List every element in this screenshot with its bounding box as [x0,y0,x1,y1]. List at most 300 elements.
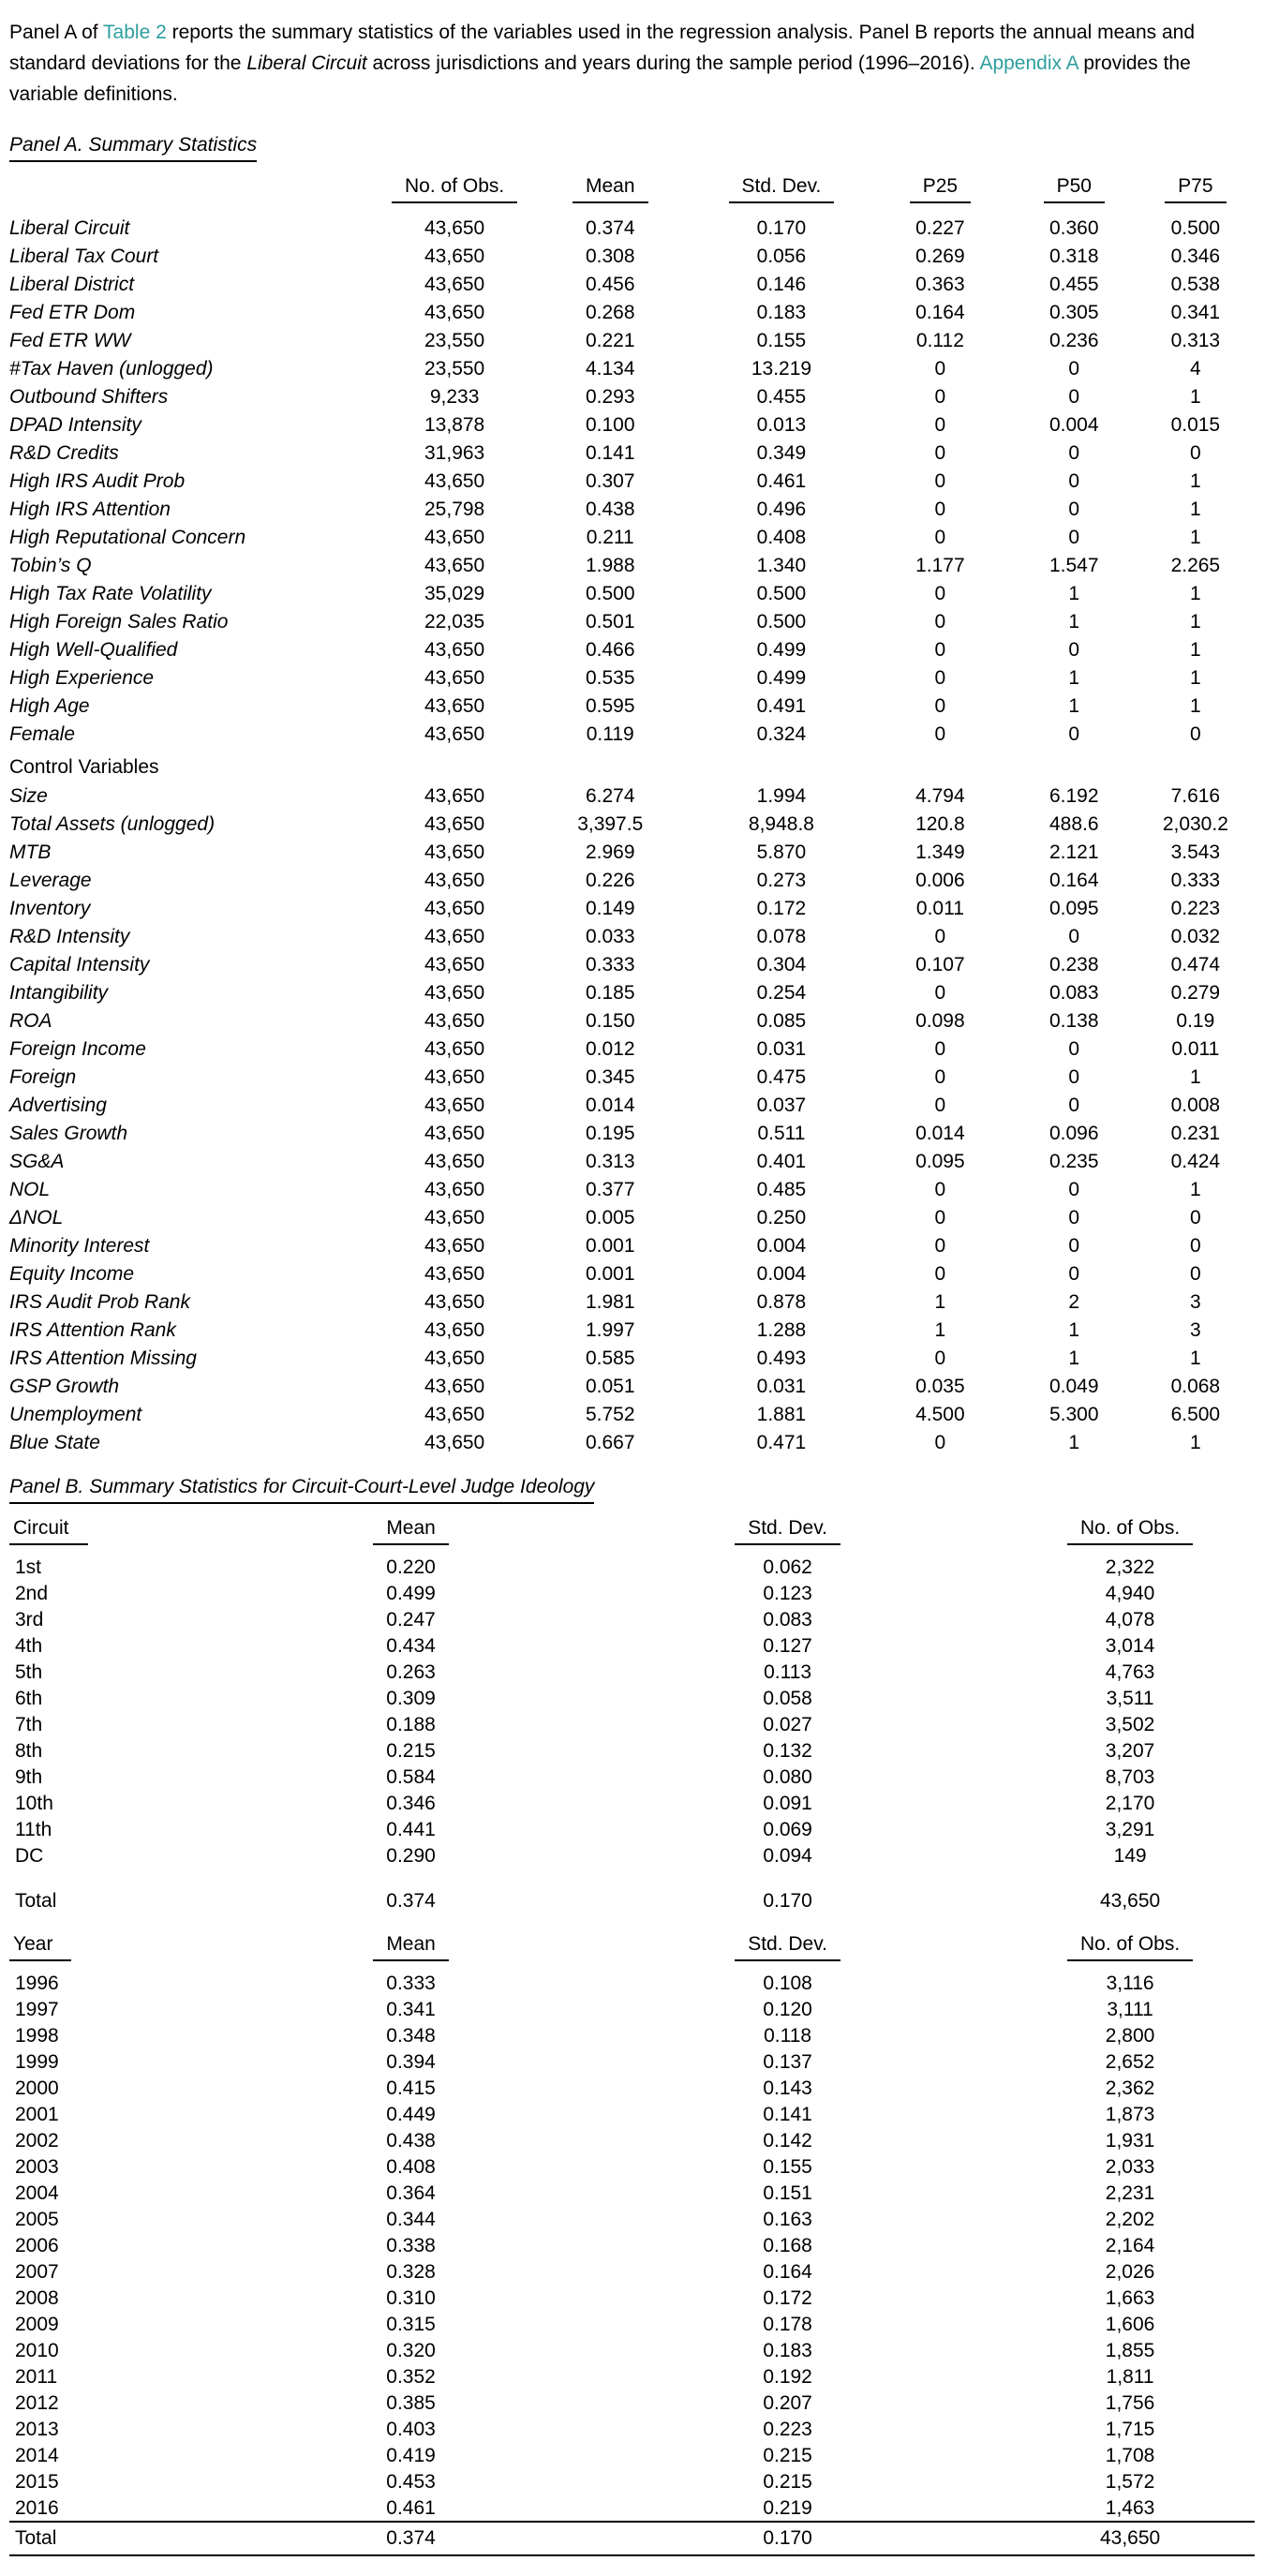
circuit-row [9,1633,1255,1660]
year-row [9,2023,1255,2049]
panel-a-row [9,411,1255,439]
cell: 0.164 [763,2261,812,2283]
cell: 2,026 [1105,2261,1155,2283]
cell: 0.113 [764,1661,812,1683]
cell: 0.315 [386,2314,436,2335]
cell: Equity Income [9,1263,135,1285]
year-row [9,2207,1255,2233]
cell: 8th [15,1740,43,1762]
cell: 0.132 [763,1740,812,1762]
cell: 43,650 [424,723,485,745]
cell: 1996 [15,1973,59,1994]
year-row [9,1971,1255,1997]
cell: 43,650 [424,246,485,267]
cell: 1,708 [1105,2445,1155,2466]
cell: 2000 [15,2077,59,2099]
cell: 0.143 [763,2077,812,2099]
cell: 0.441 [386,1819,436,1840]
panel-a-row [9,439,1255,468]
cell: 0.394 [386,2051,436,2073]
cell: 0.349 [756,442,807,464]
cell: 8,703 [1105,1766,1155,1788]
panel-a-control-row [9,1232,1255,1260]
cell: 1 [1068,1432,1080,1453]
cell: 0 [1068,358,1080,380]
cell: 43,650 [424,1235,485,1257]
cell: 0.500 [585,583,635,604]
panel-a-row [9,271,1255,299]
cell: 0.346 [386,1793,436,1814]
cell: 0.215 [386,1740,436,1762]
cell: 0.100 [585,414,635,436]
cell: 4.134 [585,358,635,380]
header-p25-label: P25 [910,175,971,203]
cell: 1.981 [585,1291,635,1313]
cell: 0.170 [763,1890,812,1912]
cell: 0.138 [1048,1010,1099,1032]
cell: 43,650 [424,695,485,717]
cell: Liberal Tax Court [9,246,159,267]
cell: 0 [934,583,946,604]
panel-a-control-row [9,1176,1255,1204]
cell: 1,756 [1105,2392,1155,2414]
cell: 1 [1190,1179,1201,1200]
cell: 0.227 [915,217,965,239]
cell: 0.107 [915,954,965,975]
cell: IRS Audit Prob Rank [9,1291,190,1313]
cell: 0.188 [386,1714,436,1735]
cell: 0 [934,527,946,548]
cell: 43,650 [424,302,485,323]
cell: 0.348 [386,2025,436,2047]
cell: 0.168 [763,2235,812,2256]
panel-a-control-row [9,867,1255,895]
cell: 2004 [15,2182,59,2204]
cell: 0 [934,667,946,689]
cell: 0.013 [756,414,807,436]
cell: 43,650 [424,555,485,576]
cell: 8,948.8 [748,813,814,835]
cell: 0.499 [386,1583,436,1604]
cell: 0.178 [763,2314,812,2335]
cell: Liberal District [9,274,135,295]
cell: 2009 [15,2314,59,2335]
cell: 1997 [15,1999,59,2020]
cell: 43,650 [424,1263,485,1285]
panel-a-row [9,468,1255,496]
cell: 0.137 [763,2051,812,2073]
cell: 4.500 [915,1404,965,1425]
cell: 0.374 [252,2522,570,2555]
cell: 9th [15,1766,43,1788]
cell: 3,014 [1105,1635,1155,1657]
cell: 1,873 [1105,2104,1155,2125]
cell: 0.172 [763,2287,812,2309]
cell: ROA [9,1010,52,1032]
panel-a-row [9,215,1255,243]
header-year-obs [1005,1928,1255,1971]
header-circuit-obs [1005,1511,1255,1555]
panel-a-control-row [9,951,1255,979]
cell: 0 [1068,723,1080,745]
cell: 0.142 [763,2130,812,2152]
cell: 0 [1068,1094,1080,1116]
cell: 0.220 [386,1556,436,1578]
year-row [9,2443,1255,2469]
cell: 0.333 [386,1973,436,1994]
cell: 0 [1190,1235,1201,1257]
cell: 0.455 [1048,274,1099,295]
cell: 0.164 [1048,870,1099,891]
cell: 0.415 [386,2077,436,2099]
cell: 0.408 [386,2156,436,2178]
cell: 488.6 [1048,813,1099,835]
cell: 1 [1190,527,1201,548]
cell: High Age [9,695,90,717]
cell: 0.155 [756,330,807,351]
cell: 0.112 [915,330,964,351]
cell: 0.035 [915,1376,965,1397]
cell: 0.341 [1170,302,1221,323]
cell: 0 [934,1038,946,1060]
cell: 1,572 [1105,2471,1155,2493]
cell: 0.313 [1170,330,1221,351]
cell: 1,606 [1105,2314,1155,2335]
year-table [9,1928,1255,2556]
cell: 1.177 [915,555,965,576]
cell: 2,322 [1105,1556,1155,1578]
cell: Female [9,723,76,745]
panel-a-control-row [9,1345,1255,1373]
circuit-row [9,1686,1255,1712]
cell: 5.752 [585,1404,635,1425]
cell: 43,650 [424,667,485,689]
cell: 0 [1190,1207,1201,1228]
cell: 0.449 [386,2104,436,2125]
cell: 10th [15,1793,53,1814]
cell: 0.338 [386,2235,436,2256]
cell: 0.005 [585,1207,635,1228]
cell: ΔNOL [9,1207,64,1228]
cell: 0.500 [1170,217,1221,239]
header-circuit-std-dev-label: Std. Dev. [735,1517,840,1545]
cell: 0.183 [763,2340,812,2361]
cell: 0 [934,499,946,520]
panel-a-control-row [9,839,1255,867]
cell: 0.004 [756,1263,807,1285]
panel-a-control-row [9,1064,1255,1092]
cell: 1 [1190,1348,1201,1369]
cell: 3,511 [1106,1688,1154,1709]
caption-text: Panel A of [9,22,104,43]
cell: 0.279 [1170,982,1221,1004]
cell: 0 [934,358,946,380]
cell: 43,650 [424,1319,485,1341]
cell: 0.438 [585,499,635,520]
cell: 0.001 [585,1263,635,1285]
cell: 0.170 [756,217,807,239]
year-row [9,2338,1255,2364]
cell: 0.056 [756,246,807,267]
caption-text: provides the variable definitions. [9,52,1191,105]
panel-a-row [9,636,1255,664]
cell: Outbound Shifters [9,386,169,408]
cell: 0 [1068,499,1080,520]
header-year-label: Year [9,1933,71,1961]
cell: 43,650 [424,1010,485,1032]
cell: 0.471 [756,1432,807,1453]
cell: 0.211 [586,527,634,548]
cell: 2,164 [1105,2235,1155,2256]
cell: 43,650 [424,1207,485,1228]
cell: 1 [1190,667,1201,689]
header-p25 [869,170,1012,215]
cell: 2.265 [1170,555,1221,576]
circuit-row [9,1817,1255,1843]
cell: 0.333 [1170,870,1221,891]
cell: 0.083 [763,1609,812,1630]
year-row [9,2495,1255,2522]
cell: 3,116 [1106,1973,1154,1994]
cell: DPAD Intensity [9,414,141,436]
control-variables-row [9,749,1255,782]
cell: 0.095 [915,1151,965,1172]
cell: 0.346 [1170,246,1221,267]
cell: 1 [1190,583,1201,604]
cell: 1 [1190,639,1201,661]
cell: 0.164 [915,302,965,323]
cell: 0.500 [756,583,807,604]
cell: 0.127 [763,1635,812,1657]
cell: 2 [1068,1291,1080,1313]
cell: 1st [15,1556,42,1578]
header-p75 [1137,170,1255,215]
table-2-link[interactable]: Table 2 [103,22,167,43]
cell: 43,650 [424,470,485,492]
cell: 22,035 [424,611,485,633]
cell: 0 [934,386,946,408]
cell: 43,650 [424,1094,485,1116]
circuit-row [9,1581,1255,1607]
cell: 43,650 [424,1404,485,1425]
cell: 1 [1190,499,1201,520]
cell: 0.172 [756,898,807,919]
cell: 43,650 [424,926,485,947]
cell: 1 [1068,1319,1080,1341]
panel-a-row [9,383,1255,411]
cell: 0.254 [756,982,807,1004]
cell: 1 [1190,695,1201,717]
cell: 43,650 [424,982,485,1004]
cell: 0 [934,1094,946,1116]
cell: 0.345 [585,1066,635,1088]
year-row [9,2259,1255,2286]
panel-a-control-row [9,1148,1255,1176]
caption-liberal-circuit: Liberal Circuit [246,52,367,74]
cell: 1,811 [1106,2366,1154,2388]
cell: 0 [1068,1235,1080,1257]
year-row [9,2417,1255,2443]
cell: 0.485 [756,1179,807,1200]
cell: 43,650 [424,1123,485,1144]
cell: 2,202 [1105,2209,1155,2230]
cell: 0.344 [386,2209,436,2230]
cell: 1.997 [585,1319,635,1341]
cell: High Tax Rate Volatility [9,583,212,604]
cell: 0.011 [915,898,964,919]
cell: 2.121 [1048,841,1099,863]
panel-a-row [9,552,1255,580]
cell: 120.8 [915,813,965,835]
year-row [9,2154,1255,2181]
year-row [9,2312,1255,2338]
cell: 3 [1190,1291,1201,1313]
cell: 0 [1068,926,1080,947]
cell: 43,650 [424,785,485,807]
cell: 43,650 [424,1038,485,1060]
table-caption [9,17,1255,110]
cell: 0 [1068,1038,1080,1060]
header-mean [527,170,694,215]
cell: 0.403 [386,2419,436,2440]
cell: 0.149 [585,898,635,919]
cell: Unemployment [9,1404,142,1425]
header-year-std-dev-label: Std. Dev. [735,1933,840,1961]
cell: 0.141 [585,442,635,464]
cell: 23,550 [424,358,485,380]
cell: 1 [1190,470,1201,492]
cell: 0.033 [585,926,635,947]
cell: 6.192 [1048,785,1099,807]
cell: Fed ETR Dom [9,302,136,323]
cell: 6.274 [585,785,635,807]
cell: 0.304 [756,954,807,975]
cell: 0 [1068,1207,1080,1228]
cell: 0.247 [386,1609,436,1630]
header-circuit-label: Circuit [9,1517,88,1545]
cell: Inventory [9,898,91,919]
cell: 0.374 [386,1890,436,1912]
cell: 25,798 [424,499,485,520]
header-year-mean-label: Mean [373,1933,449,1961]
panel-a-control-row [9,895,1255,923]
cell: 43,650 [424,1066,485,1088]
panel-a-row [9,721,1255,749]
panel-a-row [9,692,1255,721]
cell: 0 [1068,442,1080,464]
cell: 0.377 [585,1179,635,1200]
cell: 1,931 [1105,2130,1155,2152]
cell: Blue State [9,1432,100,1453]
cell: 2,030.2 [1162,813,1228,835]
panel-a-header-row [9,170,1255,215]
cell: IRS Attention Rank [9,1319,176,1341]
cell: 1.881 [756,1404,807,1425]
cell: 0.151 [763,2182,812,2204]
header-p75-label: P75 [1165,175,1226,203]
cell: 43,650 [424,639,485,661]
cell: 1.994 [756,785,807,807]
cell: MTB [9,841,52,863]
cell: 0.231 [1170,1123,1221,1144]
cell: Size [9,785,48,807]
cell: 43,650 [424,813,485,835]
cell: 0 [934,695,946,717]
cell: 0 [934,1066,946,1088]
header-no-of-obs-label: No. of Obs. [392,175,517,203]
cell: 1.340 [756,555,807,576]
cell: 3,502 [1105,1714,1155,1735]
cell: 0.170 [570,2522,1005,2555]
cell: 35,029 [424,583,485,604]
cell: 0.223 [1170,898,1221,919]
header-std-dev [694,170,869,215]
cell: 0.499 [756,667,807,689]
cell: High Well-Qualified [9,639,178,661]
cell: 0.461 [756,470,807,492]
panel-a-row [9,580,1255,608]
header-p50-label: P50 [1044,175,1105,203]
cell: 0.408 [756,527,807,548]
header-year-mean [252,1928,570,1971]
cell: 43,650 [424,1179,485,1200]
cell: 0.011 [1171,1038,1220,1060]
cell: 1 [1190,1066,1201,1088]
cell: 0.667 [585,1432,635,1453]
cell: 0 [1190,442,1201,464]
cell: 0 [1068,470,1080,492]
panel-a-control-row [9,782,1255,811]
cell: 2,231 [1105,2182,1155,2204]
cell: 0.456 [585,274,635,295]
cell: 0 [1068,527,1080,548]
year-row [9,2181,1255,2207]
appendix-a-link[interactable]: Appendix A [979,52,1078,74]
circuit-row [9,1607,1255,1633]
cell: 43,650 [424,1432,485,1453]
cell: 2012 [15,2392,59,2414]
panel-a-row [9,524,1255,552]
panel-a-control-row [9,979,1255,1007]
cell: 0.098 [915,1010,965,1032]
cell: 0.235 [1048,1151,1099,1172]
panel-a-row [9,299,1255,327]
cell: 0.078 [756,926,807,947]
cell: 2015 [15,2471,59,2493]
cell: 2,170 [1105,1793,1155,1814]
cell: 11th [15,1819,52,1840]
cell: 0 [1068,1066,1080,1088]
cell: 9,233 [429,386,480,408]
cell: 1 [1068,695,1080,717]
cell: 0.269 [915,246,965,267]
cell: 0.146 [756,274,807,295]
circuit-row [9,1791,1255,1817]
panel-a-row [9,496,1255,524]
cell: 43,650 [1099,1890,1161,1912]
cell: 2010 [15,2340,59,2361]
panel-a-control-row [9,1092,1255,1120]
cell: 0 [934,926,946,947]
cell: 0.091 [763,1793,812,1814]
cell: DC [15,1845,44,1867]
year-row [9,2049,1255,2076]
cell: 0.236 [1048,330,1099,351]
cell: 0.223 [763,2419,812,2440]
cell: 0.195 [585,1123,635,1144]
cell: 0.424 [1170,1151,1221,1172]
cell: 0.453 [386,2471,436,2493]
